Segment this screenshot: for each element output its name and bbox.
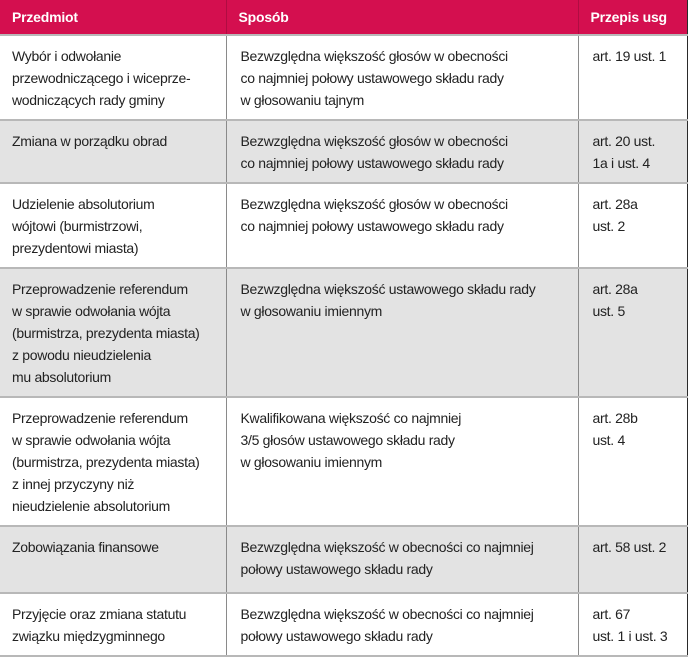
cell-subject-line: Przyjęcie oraz zmiana statutu	[12, 606, 187, 622]
cell-method-line: Kwalifikowana większość co najmniej	[240, 410, 462, 426]
cell-method-line: Bezwzględna większość w obecności co najmniej	[240, 606, 534, 622]
cell-subject	[0, 526, 226, 593]
cell-method-line: co najmniej połowy ustawowego składu rady	[240, 155, 504, 171]
cell-provision-line: art. 19 ust. 1	[592, 48, 667, 64]
cell-subject-line: z powodu nieudzielenia	[12, 347, 151, 363]
cell-provision-line: art. 67	[592, 606, 631, 622]
cell-provision-line: art. 28b	[592, 410, 638, 426]
cell-subject	[0, 35, 226, 120]
cell-method	[226, 183, 578, 268]
table-row	[0, 526, 688, 593]
cell-provision-line: art. 28a	[592, 281, 638, 297]
cell-provision	[578, 268, 688, 397]
header-subject: Przedmiot	[0, 0, 226, 35]
cell-method-line: w głosowaniu imiennym	[240, 303, 383, 319]
cell-method-line: co najmniej połowy ustawowego składu rady	[240, 70, 504, 86]
cell-method	[226, 526, 578, 593]
table-row	[0, 593, 688, 656]
cell-method-line: 3/5 głosów ustawowego składu rady	[240, 432, 455, 448]
cell-method	[226, 120, 578, 183]
cell-provision	[578, 120, 688, 183]
cell-provision-line: art. 58 ust. 2	[592, 539, 667, 555]
table-body	[0, 35, 688, 656]
cell-method-line: Bezwzględna większość głosów w obecności	[240, 48, 508, 64]
cell-provision-line: ust. 5	[592, 303, 625, 319]
cell-method-line: w głosowaniu imiennym	[240, 454, 383, 470]
cell-subject	[0, 183, 226, 268]
cell-provision	[578, 35, 688, 120]
cell-subject-line: mu absolutorium	[12, 369, 111, 385]
cell-method-line: połowy ustawowego składu rady	[240, 628, 433, 644]
cell-method-line: połowy ustawowego składu rady	[240, 561, 433, 577]
cell-method-line: Bezwzględna większość w obecności co najmniej	[240, 539, 534, 555]
cell-subject-line: związku międzygminnego	[12, 628, 165, 644]
cell-subject-line: przewodniczącego i wiceprze-	[12, 70, 191, 86]
cell-subject-line: Przeprowadzenie referendum	[12, 410, 188, 426]
cell-method-line: w głosowaniu tajnym	[240, 92, 364, 108]
cell-subject-line: Zobowiązania finansowe	[12, 539, 159, 555]
table-row	[0, 120, 688, 183]
cell-subject-line: z innej przyczyny niż	[12, 476, 135, 492]
cell-subject-line: Udzielenie absolutorium	[12, 196, 155, 212]
cell-provision	[578, 397, 688, 526]
cell-provision-line: art. 20 ust.	[592, 133, 656, 149]
cell-subject-line: Zmiana w porządku obrad	[12, 133, 167, 149]
cell-method-line: Bezwzględna większość głosów w obecności	[240, 133, 508, 149]
cell-method-line: Bezwzględna większość głosów w obecności	[240, 196, 508, 212]
cell-subject-line: wodniczących rady gminy	[12, 92, 165, 108]
table-row	[0, 397, 688, 526]
cell-subject-line: nieudzielenie absolutorium	[12, 498, 170, 514]
cell-method	[226, 35, 578, 120]
cell-provision-line: ust. 4	[592, 432, 625, 448]
cell-provision-line: art. 28a	[592, 196, 638, 212]
cell-provision-line: ust. 1 i ust. 3	[592, 628, 668, 644]
cell-provision	[578, 183, 688, 268]
header-method: Sposób	[226, 0, 578, 35]
cell-method-line: Bezwzględna większość ustawowego składu rady	[240, 281, 536, 297]
cell-method	[226, 268, 578, 397]
cell-provision-line: ust. 2	[592, 218, 625, 234]
cell-subject	[0, 593, 226, 656]
cell-provision-line: 1a i ust. 4	[592, 155, 650, 171]
cell-method-line: co najmniej połowy ustawowego składu rady	[240, 218, 504, 234]
table-row	[0, 183, 688, 268]
cell-provision	[578, 593, 688, 656]
cell-method	[226, 593, 578, 656]
table-row	[0, 268, 688, 397]
header-provision: Przepis usg	[578, 0, 688, 35]
cell-subject-line: w sprawie odwołania wójta	[12, 432, 171, 448]
cell-subject-line: w sprawie odwołania wójta	[12, 303, 171, 319]
cell-provision	[578, 526, 688, 593]
cell-subject-line: (burmistrza, prezydenta miasta)	[12, 454, 200, 470]
cell-subject	[0, 397, 226, 526]
table-header-row	[0, 0, 688, 35]
cell-subject-line: wójtowi (burmistrzowi,	[12, 218, 143, 234]
cell-subject-line: Przeprowadzenie referendum	[12, 281, 188, 297]
cell-subject-line: prezydentowi miasta)	[12, 240, 139, 256]
cell-subject	[0, 120, 226, 183]
table-row	[0, 35, 688, 120]
cell-method	[226, 397, 578, 526]
cell-subject	[0, 268, 226, 397]
cell-subject-line: (burmistrza, prezydenta miasta)	[12, 325, 200, 341]
cell-subject-line: Wybór i odwołanie	[12, 48, 122, 64]
